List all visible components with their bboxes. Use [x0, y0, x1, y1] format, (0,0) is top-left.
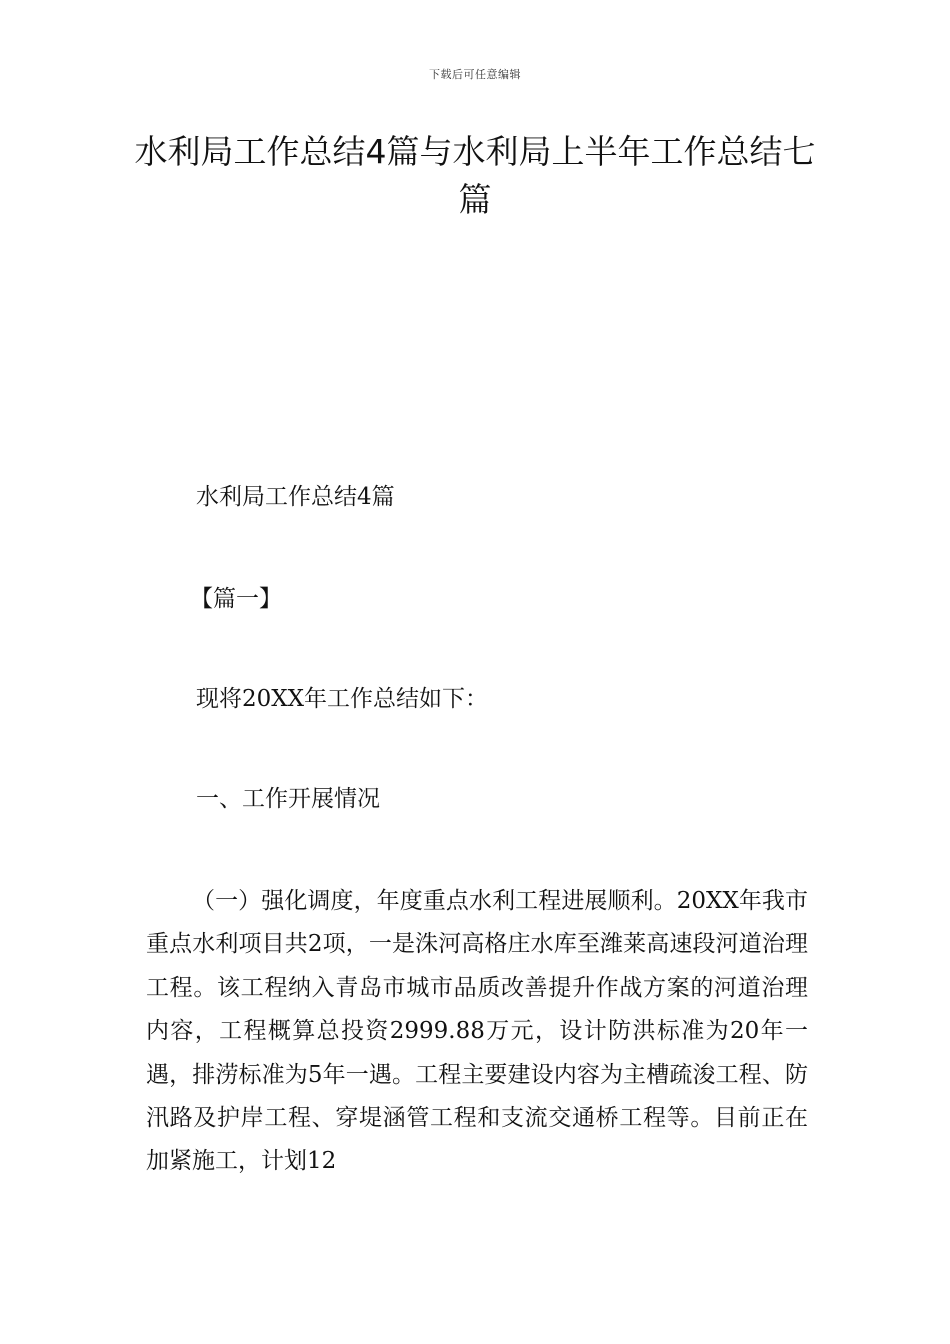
section-heading: 水利局工作总结4篇 [196, 484, 395, 510]
document-title: 水利局工作总结4篇与水利局上半年工作总结七篇 [134, 132, 816, 219]
body-paragraph: （一）强化调度，年度重点水利工程进展顺利。20XX年我市重点水利项目共2项，一是洙河高格庄水库至潍莱高速段河道治理工程。该工程纳入青岛市城市品质改善提升作战方案的河道治理内容，工程概算总投资2999.88万元，设计防洪标准为20年一遇，排涝标准为5年一遇。工程主要建设内容为主槽疏浚工程、防汛路及护岸工程、穿堤涵管工程和支流交通桥工程等。目前正在加紧施工，计划12 [146, 888, 808, 1175]
header-note: 下载后可任意编辑 [429, 68, 521, 81]
part-label: 【篇一】 [190, 586, 282, 612]
heading-1: 一、工作开展情况 [196, 786, 380, 812]
intro-text: 现将20XX年工作总结如下： [196, 686, 489, 712]
